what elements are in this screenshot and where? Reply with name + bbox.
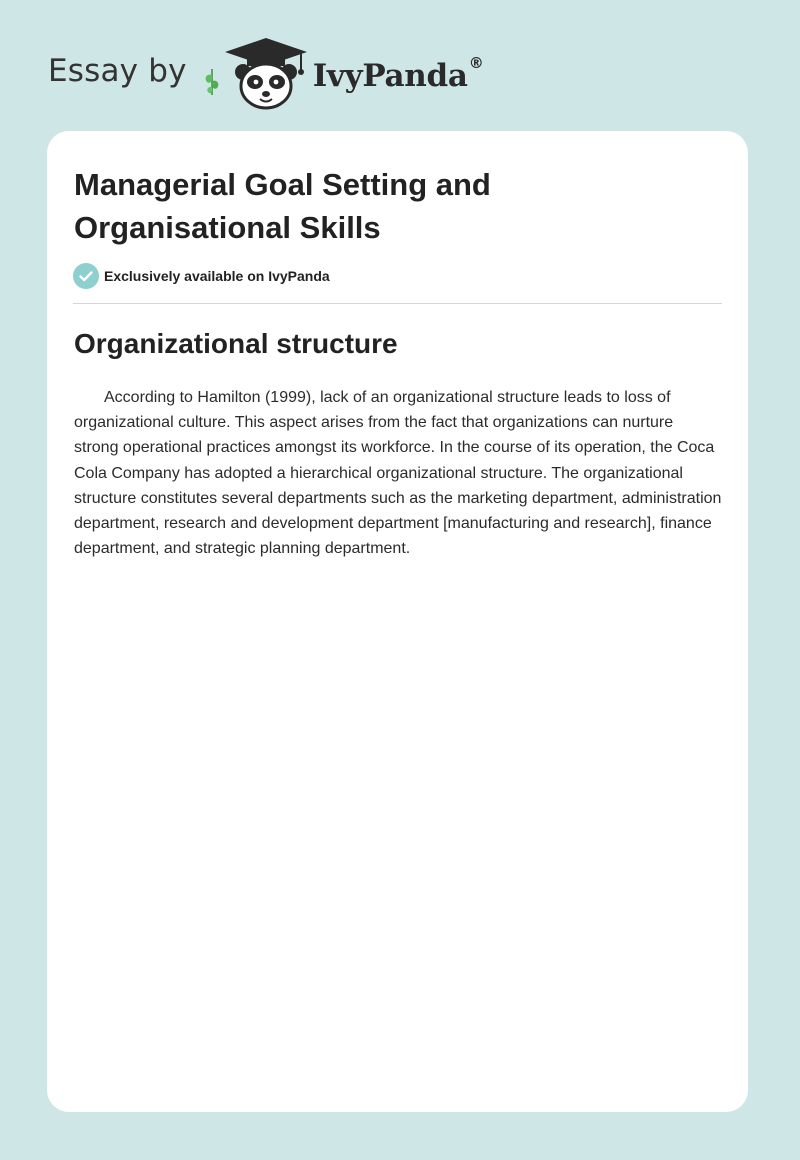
brand-name: IvyPanda® — [312, 54, 484, 94]
essay-card — [47, 131, 748, 1112]
section-heading: Organizational structure — [74, 328, 398, 359]
panda-graduation-cap-icon — [223, 36, 309, 112]
exclusive-label: Exclusively available on IvyPanda — [104, 268, 330, 284]
ivy-leaf-icon — [203, 67, 221, 97]
check-circle-icon — [73, 263, 99, 289]
essay-by-label: Essay by — [48, 53, 187, 89]
divider — [73, 303, 722, 304]
essay-title: Managerial Goal Setting and Organisational Skills — [74, 167, 491, 245]
registered-mark: ® — [468, 54, 484, 72]
exclusive-badge — [73, 263, 330, 289]
site-header — [48, 36, 483, 112]
essay-paragraph: According to Hamilton (1999), lack of an organizational structure leads to loss of organizational culture. This aspect arises from the fact that organizations can nurture strong operational practices amongst its workforce. In the course of its operation, the Coca Cola Company has adopted a hierarchical organizational structure. The organizational structure constitutes several departments such as the marketing department, administration department, research and development department [manufacturing and research], finance department, and strategic planning department. — [74, 389, 722, 558]
